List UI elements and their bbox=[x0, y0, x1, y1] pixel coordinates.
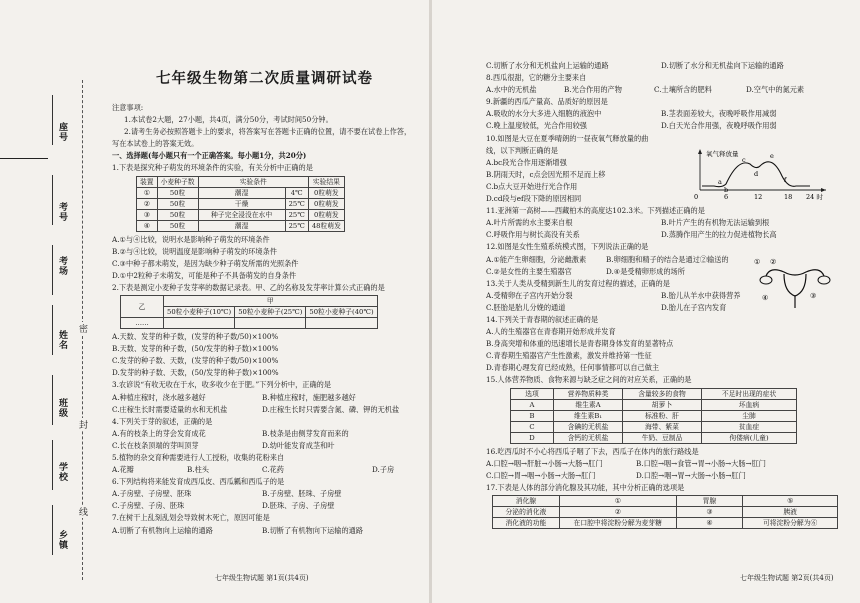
notice-item-2-cont: 写在本试卷上的答案无效。 bbox=[112, 139, 199, 149]
q4-options-ab bbox=[112, 428, 417, 440]
tick-label: 12 bbox=[754, 193, 763, 201]
field-line bbox=[52, 375, 53, 425]
table-cell: 可将淀粉分解为⑥ bbox=[743, 517, 838, 528]
table-header: 含量较多的食物 bbox=[623, 388, 702, 399]
table-cell: 0粒萌发 bbox=[308, 209, 344, 220]
q14-option-a: A.人的生殖器官在青春期开始形成并发育 bbox=[486, 327, 616, 337]
q10-option-a: A.bc段光合作用逐渐增强 bbox=[486, 157, 567, 167]
point-e-label: e bbox=[770, 152, 774, 160]
exam-room-label: 考场 bbox=[57, 256, 67, 276]
page-footer-left: 七年级生物试题 第1页(共4页) bbox=[215, 574, 309, 582]
table-cell: ③ bbox=[676, 506, 743, 517]
table-cell: 种子完全浸没在水中 bbox=[198, 209, 285, 220]
table-cell: 50粒小麦种子(25℃) bbox=[235, 307, 306, 318]
table-cell: ② bbox=[559, 506, 676, 517]
q17-table bbox=[492, 495, 838, 529]
table-cell: ① bbox=[137, 187, 158, 198]
q5-option-b: B.柱头 bbox=[187, 465, 209, 475]
q16-option-d: D.口腔→咽→胃→大肠→小肠→肛门 bbox=[636, 470, 746, 480]
table-header: 实验条件 bbox=[198, 176, 308, 187]
table-cell: 维生素B₁ bbox=[554, 410, 623, 421]
q9-option-a: A.吸收的水分大多进入细胞的液泡中 bbox=[486, 109, 602, 119]
q3-options-ab bbox=[112, 392, 417, 404]
fallopian-tubes bbox=[766, 270, 824, 276]
point-c-label: c bbox=[742, 156, 746, 164]
q4-options-cd bbox=[112, 440, 417, 452]
table-cell: 牛奶、豆制品 bbox=[623, 432, 702, 443]
table-cell: 潮湿 bbox=[198, 220, 285, 231]
field-line bbox=[52, 440, 53, 490]
q3-option-a: A.种植庄稼时，浇水越多越好 bbox=[112, 392, 206, 402]
q6-option-a: A.子房壁、子房壁、胚珠 bbox=[112, 489, 192, 499]
table-cell: 0粒萌发 bbox=[308, 187, 344, 198]
class-label: 班级 bbox=[57, 398, 67, 418]
q9-option-b: B.茎表面差较大，夜晚呼吸作用减弱 bbox=[661, 109, 777, 119]
table-row bbox=[511, 410, 797, 421]
q4-option-d: D.幼叶能发育成茎和叶 bbox=[262, 440, 335, 450]
page-fold bbox=[429, 0, 432, 603]
q10-option-c: C.b点大豆开始进行光合作用 bbox=[486, 181, 578, 191]
q13-option-b: B.胎儿从羊水中获得营养 bbox=[661, 290, 741, 300]
q11-option-c: C.呼吸作用与树长高没有关系 bbox=[486, 230, 580, 240]
q12-option-b: B.卵细胞和精子的结合是通过②输送的 bbox=[606, 254, 729, 264]
table-header: 乙 bbox=[121, 296, 164, 318]
q15-table bbox=[510, 388, 797, 444]
q13-option-c: C.胚胎是胎儿分娩的通道 bbox=[486, 302, 566, 312]
question-9: 9.新疆的西瓜产量高、品质好的原因是 bbox=[486, 97, 608, 107]
question-11: 11.亚洲第一高树——西藏柏木的高度达102.3米。下列描述正确的是 bbox=[486, 206, 705, 216]
table-cell: 消化腺 bbox=[493, 495, 560, 506]
q5-option-d: D.子房 bbox=[372, 465, 395, 475]
question-15: 15.人体营养物质、食物来源与缺乏症之间的对应关系，正确的是 bbox=[486, 375, 692, 385]
table-header: 实验结果 bbox=[308, 176, 344, 187]
q13-option-d: D.胎儿在子宫内发育 bbox=[661, 302, 727, 312]
q3-option-d: D.庄稼生长时只需要含氮、磷、钾的无机盐 bbox=[262, 404, 400, 414]
exam-number-label: 考号 bbox=[57, 202, 67, 222]
table-cell: 0粒萌发 bbox=[308, 198, 344, 209]
y-axis-arrow-icon bbox=[698, 149, 702, 154]
diagram-label-2: ② bbox=[770, 258, 777, 266]
table-header: 小麦种子数 bbox=[157, 176, 198, 187]
graph-y-label: 氧气释放量 bbox=[706, 150, 739, 158]
table-cell: C bbox=[511, 421, 554, 432]
q16-options-ab bbox=[486, 458, 838, 470]
question-1: 1.下表是探究种子萌发的环境条件的实验，有关分析中正确的是 bbox=[112, 163, 313, 173]
table-cell bbox=[164, 318, 235, 329]
q11-options-cd bbox=[486, 229, 838, 241]
q8-option-a: A.水中的无机盐 bbox=[486, 85, 537, 95]
table-cell: 分泌的消化液 bbox=[493, 506, 560, 517]
q2-option-a: A.天数、发芽的种子数，(发芽的种子数/50)×100% bbox=[112, 332, 279, 342]
q9-options-cd bbox=[486, 120, 838, 132]
q7-option-d: D.切断了水分和无机盐向下运输的通路 bbox=[661, 61, 784, 70]
table-cell: 4℃ bbox=[285, 187, 308, 198]
table-cell: 标准粉、肝 bbox=[623, 410, 702, 421]
q3-option-b: B.种植庄稼时，施肥越多越好 bbox=[262, 392, 356, 402]
table-cell: ② bbox=[137, 198, 158, 209]
q11-option-d: D.蒸腾作用产生的拉力促进植物长高 bbox=[661, 230, 777, 240]
oxygen-release-graph bbox=[688, 146, 833, 202]
q6-option-d: D.胚珠、子房、子房壁 bbox=[262, 501, 335, 511]
q9-options-ab bbox=[486, 108, 838, 120]
table-row bbox=[137, 198, 345, 209]
table-cell: 25℃ bbox=[285, 209, 308, 220]
table-cell: ⑤ bbox=[743, 495, 838, 506]
question-10-cont: 线，以下判断正确的是 bbox=[486, 145, 558, 155]
q5-options bbox=[112, 464, 417, 476]
table-cell: A bbox=[511, 399, 554, 410]
table-cell: ③ bbox=[137, 209, 158, 220]
table-cell: ① bbox=[559, 495, 676, 506]
q3-option-c: C.庄稼生长时需要适量的水和无机盐 bbox=[112, 404, 228, 414]
seal-char-feng: 封 bbox=[77, 420, 87, 429]
field-line bbox=[52, 305, 53, 355]
seal-char-mi: 密 bbox=[77, 324, 87, 333]
table-cell: 潮湿 bbox=[198, 187, 285, 198]
q11-option-a: A.叶片所需的水主要来自根 bbox=[486, 218, 573, 228]
q8-option-c: C.土壤所含的肥料 bbox=[654, 85, 712, 95]
seal-char-xian: 线 bbox=[77, 507, 87, 516]
field-line bbox=[52, 95, 53, 145]
table-cell: 含钙的无机盐 bbox=[554, 432, 623, 443]
point-d-label: d bbox=[754, 170, 759, 178]
q2-option-d: D.发芽的种子数、天数，(50/发芽的种子数)×100% bbox=[112, 368, 279, 378]
q11-options-ab bbox=[486, 217, 838, 229]
table-cell: 干燥 bbox=[198, 198, 285, 209]
table-cell: 胰液 bbox=[743, 506, 838, 517]
table-cell: 50粒 bbox=[157, 220, 198, 231]
field-line bbox=[52, 175, 53, 225]
notice-item-1: 1.本试卷2大题，27小题，共4页，满分50分，考试时间50分钟。 bbox=[124, 115, 333, 125]
school-label: 学校 bbox=[57, 462, 67, 482]
question-6: 6.下列结构将来能发育成西瓜皮、西瓜瓤和西瓜子的是 bbox=[112, 477, 285, 487]
name-label: 姓名 bbox=[57, 330, 67, 350]
table-cell: 25℃ bbox=[285, 198, 308, 209]
q12-option-a: A.①能产生卵细胞，分泌雌激素 bbox=[486, 254, 587, 264]
table-row bbox=[493, 506, 838, 517]
q9-option-c: C.晚上温度较低，光合作用较强 bbox=[486, 121, 587, 131]
ovary-left bbox=[760, 276, 772, 284]
table-cell: 50粒 bbox=[157, 209, 198, 220]
question-4: 4.下列关于芽的叙述，正确的是 bbox=[112, 416, 213, 426]
q1-option-a: A.①与④比较，说明水是影响种子萌发的环境条件 bbox=[112, 234, 270, 244]
tick-label: 0 bbox=[694, 193, 699, 201]
table-cell: 在口腔中将淀粉分解为麦芽糖 bbox=[559, 517, 676, 528]
table-cell: ④ bbox=[137, 220, 158, 231]
q6-options-cd bbox=[112, 500, 417, 512]
exam-title: 七年级生物第二次质量调研试卷 bbox=[156, 71, 373, 87]
table-cell: 胡萝卜 bbox=[623, 399, 702, 410]
table-cell: 消化液的功能 bbox=[493, 517, 560, 528]
q5-option-a: A.花瓣 bbox=[112, 465, 134, 475]
question-8: 8.西瓜很甜，它的糖分主要来自 bbox=[486, 73, 587, 83]
q1-option-c: C.③中种子都未萌发，是因为缺少种子萌发所需的光照条件 bbox=[112, 258, 299, 268]
q4-option-b: B.枝条是由侧芽发育而来的 bbox=[262, 428, 349, 438]
table-header: 不足时出现的症状 bbox=[702, 388, 797, 399]
q16-option-c: C.口腔→胃→咽→小肠→大肠→肛门 bbox=[486, 470, 596, 480]
seat-label: 座号 bbox=[57, 122, 67, 142]
q11-option-b: B.叶片产生的有机物无法运输到根 bbox=[661, 218, 770, 228]
question-3: 3.农谚说“有收无收在于水，收多收少在于肥。”下列分析中，正确的是 bbox=[112, 380, 332, 390]
q13-option-a: A.受精卵在子宫内开始分裂 bbox=[486, 290, 573, 300]
field-line bbox=[52, 245, 53, 295]
q1-option-b: B.②与④比较，说明温度是影响种子萌发的环境条件 bbox=[112, 246, 277, 256]
q12-option-c: C.②是女性的主要生殖器官 bbox=[486, 266, 572, 276]
q2-option-b: B.天数、发芽的种子数，(50/发芽的种子数)×100% bbox=[112, 344, 279, 354]
table-cell: 贫血症 bbox=[702, 421, 797, 432]
q8-options bbox=[486, 84, 838, 96]
q14-option-c: C.青春期生殖器官产生性激素，激发并维持第一性征 bbox=[486, 351, 652, 361]
tick-label: 6 bbox=[724, 193, 729, 201]
question-16: 16.吃西瓜时不小心将西瓜子咽了下去，西瓜子在体内的旅行路线是 bbox=[486, 446, 699, 456]
table-header: 甲 bbox=[164, 296, 378, 307]
q6-options-ab bbox=[112, 488, 417, 500]
q14-option-d: D.青春期心理发育已经成熟，任何事情都可以自己做主 bbox=[486, 363, 660, 373]
q9-option-d: D.白天光合作用强，夜晚呼吸作用弱 bbox=[661, 121, 777, 131]
left-page bbox=[112, 70, 417, 537]
table-cell: 维生素A bbox=[554, 399, 623, 410]
table-cell: 50粒 bbox=[157, 198, 198, 209]
q4-option-a: A.有的枝条上的芽会发育成花 bbox=[112, 428, 206, 438]
point-a-label: a bbox=[718, 178, 722, 186]
question-13: 13.关于人类从受精到新生儿的发育过程的描述，正确的是 bbox=[486, 278, 670, 288]
q7-options-cd bbox=[486, 60, 838, 72]
section-heading: 一、选择题(每小题只有一个正确答案。每小题1分，共20分) bbox=[112, 151, 307, 161]
table-cell: 50粒小麦种子(10℃) bbox=[164, 307, 235, 318]
table-row bbox=[137, 209, 345, 220]
table-row bbox=[493, 495, 838, 506]
question-7: 7.在树干上乱刻乱划会导致树木死亡，原因可能是 bbox=[112, 513, 270, 523]
diagram-label-3: ③ bbox=[810, 292, 817, 300]
table-row bbox=[511, 399, 797, 410]
tick-label: 24 时 bbox=[806, 193, 823, 201]
q7-option-a: A.切断了有机物向上运输的通路 bbox=[112, 525, 213, 535]
q8-option-b: B.光合作用的产物 bbox=[564, 85, 622, 95]
q10-option-b: B.阴雨天时，c点会因光照不足而上移 bbox=[486, 169, 606, 179]
q16-options-cd bbox=[486, 470, 838, 482]
table-header: 装置 bbox=[137, 176, 158, 187]
table-cell: …… bbox=[121, 318, 164, 329]
x-axis-arrow-icon bbox=[821, 188, 826, 192]
question-2: 2.下表是测定小麦种子发芽率的数据记录表。甲、乙的名称及发芽率计算公式正确的是 bbox=[112, 282, 385, 292]
page-footer-right: 七年级生物试题 第2页(共4页) bbox=[740, 574, 834, 582]
table-cell: 50粒小麦种子(40℃) bbox=[306, 307, 377, 318]
ovary-right bbox=[818, 276, 830, 284]
table-header: 营养物质种类 bbox=[554, 388, 623, 399]
table-row bbox=[137, 187, 345, 198]
question-12: 12.如图是女性生殖系统模式图，下列说法正确的是 bbox=[486, 242, 649, 252]
table-cell: 50粒 bbox=[157, 187, 198, 198]
q3-options-cd bbox=[112, 404, 417, 416]
table-row bbox=[137, 220, 345, 231]
table-cell: 胃腺 bbox=[676, 495, 743, 506]
table-row bbox=[511, 421, 797, 432]
q7-option-c: C.切断了水分和无机盐向上运输的通路 bbox=[486, 61, 609, 70]
table-cell: 尘肺 bbox=[702, 410, 797, 421]
diagram-label-4: ④ bbox=[762, 294, 769, 302]
table-cell: B bbox=[511, 410, 554, 421]
cut-mark bbox=[0, 158, 48, 159]
table-row bbox=[493, 517, 838, 528]
question-14: 14.下列关于青春期的叙述正确的是 bbox=[486, 314, 599, 324]
table-cell: 48粒萌发 bbox=[308, 220, 344, 231]
q7-option-b: B.切断了有机物向下运输的通路 bbox=[262, 525, 364, 535]
q12-option-d: D.④是受精卵形成的场所 bbox=[606, 266, 685, 276]
q7-options-ab bbox=[112, 525, 417, 537]
female-reproductive-diagram bbox=[754, 254, 836, 310]
table-cell bbox=[235, 318, 306, 329]
notice-heading: 注意事项: bbox=[112, 103, 144, 112]
table-cell bbox=[306, 318, 377, 329]
table-cell: 含碘的无机盐 bbox=[554, 421, 623, 432]
point-b-label: b bbox=[724, 186, 729, 194]
q6-option-b: B.子房壁、胚珠、子房壁 bbox=[262, 489, 342, 499]
question-5: 5.植物的杂交育种需要进行人工授粉，收集的花粉来自 bbox=[112, 452, 285, 462]
table-cell: D bbox=[511, 432, 554, 443]
point-f-label: f bbox=[784, 176, 787, 184]
table-cell: 佝偻病(儿童) bbox=[702, 432, 797, 443]
q1-option-d: D.①中2粒种子未萌发，可能是种子不具备萌发的自身条件 bbox=[112, 270, 297, 280]
township-label: 乡镇 bbox=[57, 530, 67, 550]
q16-option-a: A.口腔→咽→肝脏→小肠→大肠→肛门 bbox=[486, 458, 603, 468]
table-row bbox=[511, 432, 797, 443]
field-line bbox=[52, 505, 53, 555]
q6-option-c: C.子房壁、子房、胚珠 bbox=[112, 501, 185, 511]
q14-option-b: B.身高突增和体重的迅速增长是青春期身体发育的显著特点 bbox=[486, 339, 674, 349]
q2-table bbox=[120, 295, 378, 329]
binding-strip bbox=[0, 0, 100, 603]
table-cell: 25℃ bbox=[285, 220, 308, 231]
question-10: 10.如图是大豆在夏季晴朗的一昼夜氧气释放量的曲 bbox=[486, 133, 649, 143]
notice-item-2: 2.请考生务必按照答题卡上的要求，将答案写在答题卡正确的位置，请不要在试卷上作答， bbox=[124, 127, 412, 137]
diagram-label-1: ① bbox=[754, 258, 761, 266]
table-cell: 海带、紫菜 bbox=[623, 421, 702, 432]
q5-option-c: C.花药 bbox=[262, 465, 284, 475]
q16-option-b: B.口腔→咽→食管→胃→小肠→大肠→肛门 bbox=[636, 458, 766, 468]
q1-table bbox=[136, 176, 345, 232]
table-cell: ④ bbox=[676, 517, 743, 528]
q10-option-d: D.cd段与ef段下降的原因相同 bbox=[486, 194, 582, 204]
table-header: 选项 bbox=[511, 388, 554, 399]
q2-option-c: C.发芽的种子数、天数，(发芽的种子数/50)×100% bbox=[112, 356, 279, 366]
table-row bbox=[121, 318, 378, 329]
table-cell: 坏血病 bbox=[702, 399, 797, 410]
question-17: 17.下表是人体的部分消化腺及其功能，其中分析正确的选项是 bbox=[486, 482, 685, 492]
q8-option-d: D.空气中的氮元素 bbox=[746, 85, 805, 95]
q4-option-c: C.长在枝条顶端的芽叫顶芽 bbox=[112, 440, 199, 450]
uterus-shape bbox=[784, 274, 806, 296]
tick-label: 18 bbox=[784, 193, 793, 201]
